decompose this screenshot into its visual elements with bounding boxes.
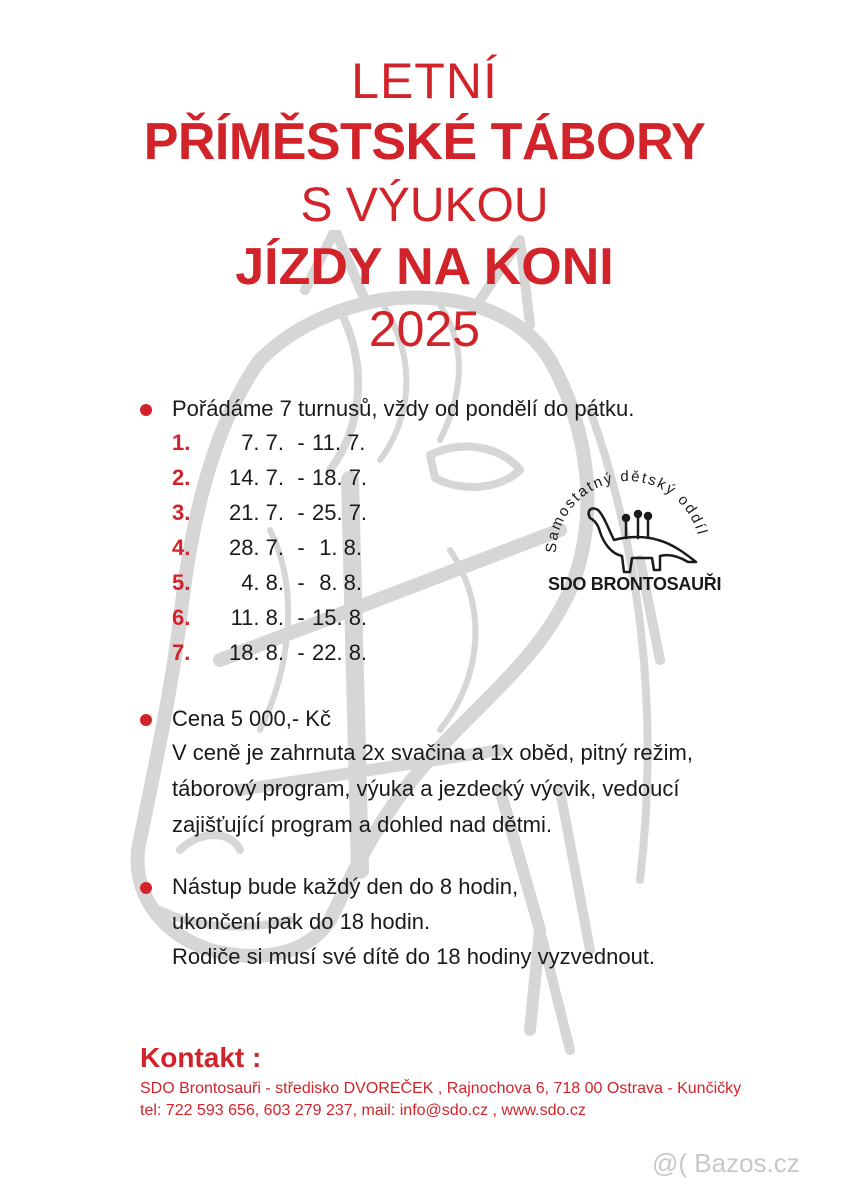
turnus-to: 25. 7.: [312, 500, 368, 525]
price-line: táborový program, výuka a jezdecký výcvik, vedoucí: [172, 776, 680, 801]
logo-arc-text: Samostatný dětský oddíl: [542, 467, 711, 554]
turnus-dash: -: [297, 500, 305, 525]
turnus-number: 4.: [172, 535, 191, 560]
schedule-line: Rodiče si musí své dítě do 18 hodiny vyzvednout.: [172, 944, 656, 969]
turnus-to: 8. 8.: [319, 570, 362, 595]
turnus-to: 11. 7.: [312, 430, 366, 455]
turnus-dash: -: [297, 430, 305, 455]
title-line-year: 2025: [368, 301, 481, 357]
turnus-dash: -: [297, 605, 305, 630]
turnus-to: 18. 7.: [312, 465, 368, 490]
turnus-to: 22. 8.: [312, 640, 368, 665]
watermark-logo-icon: @(: [652, 1148, 688, 1178]
watermark-text: Bazos.cz: [694, 1148, 800, 1178]
title-line-s-vyukou: S VÝUKOU: [300, 179, 549, 232]
turnus-from: 4. 8.: [241, 570, 284, 595]
turnus-to: 1. 8.: [319, 535, 362, 560]
turnus-number: 7.: [172, 640, 191, 665]
price-heading: Cena 5 000,- Kč: [172, 706, 331, 731]
bullet-icon: [140, 714, 152, 726]
bullet-icon: [140, 404, 152, 416]
turnus-dash: -: [297, 570, 305, 595]
turnus-number: 3.: [172, 500, 191, 525]
title-line-letni: LETNÍ: [351, 53, 498, 109]
title-line-primestske-tabory: PŘÍMĚSTSKÉ TÁBORY: [143, 113, 706, 171]
turnus-from: 11. 8.: [230, 605, 284, 630]
turnus-dash: -: [297, 535, 305, 560]
price-line: zajišťující program a dohled nad dětmi.: [172, 812, 553, 837]
schedule-line: ukončení pak do 18 hodin.: [172, 909, 431, 934]
turnus-number: 2.: [172, 465, 191, 490]
title-line-jizdy-na-koni: JÍZDY NA KONI: [235, 238, 614, 296]
turnus-number: 6.: [172, 605, 191, 630]
contact-address: SDO Brontosauři - středisko DVOREČEK , Rajnochova 6, 718 00 Ostrava - Kunčičky: [140, 1080, 742, 1097]
turnus-number: 5.: [172, 570, 191, 595]
bazos-watermark: [652, 1148, 800, 1179]
turnus-from: 21. 7.: [228, 500, 284, 525]
turnus-number: 1.: [172, 430, 191, 455]
bullet-icon: [140, 882, 152, 894]
schedule-line: Nástup bude každý den do 8 hodin,: [172, 874, 519, 899]
turnus-from: 18. 8.: [228, 640, 284, 665]
turnus-dash: -: [297, 640, 305, 665]
turnus-dash: -: [297, 465, 305, 490]
contact-heading: Kontakt :: [140, 1042, 262, 1073]
logo-name: SDO BRONTOSAUŘI: [548, 574, 722, 594]
dinosaur-icon: [589, 508, 696, 572]
turnus-from: 14. 7.: [228, 465, 284, 490]
turnus-from: 28. 7.: [228, 535, 284, 560]
intro-text: Pořádáme 7 turnusů, vždy od pondělí do pátku.: [172, 396, 635, 421]
price-line: V ceně je zahrnuta 2x svačina a 1x oběd, pitný režim,: [172, 740, 693, 765]
turnus-from: 7. 7.: [241, 430, 284, 455]
turnus-to: 15. 8.: [312, 605, 368, 630]
contact-phone-mail: tel: 722 593 656, 603 279 237, mail: info@sdo.cz , www.sdo.cz: [140, 1102, 586, 1119]
